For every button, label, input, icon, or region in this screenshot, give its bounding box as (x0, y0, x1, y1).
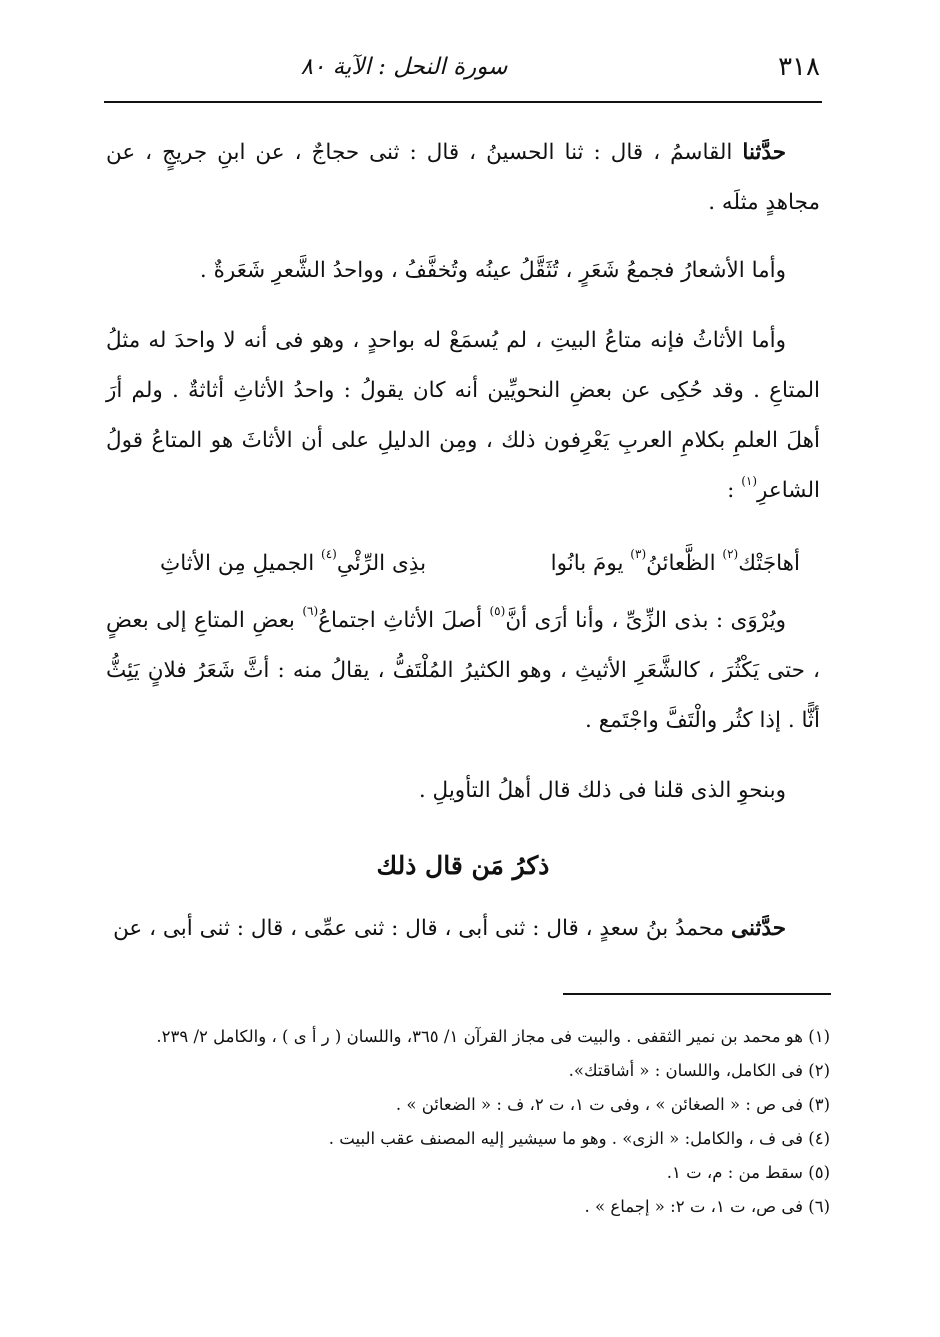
verse-word: بذِى الرِّئْىِ (336, 551, 427, 576)
footnote-ref-2: (٢) (722, 547, 739, 561)
page-number: ٣١٨ (778, 52, 820, 82)
footnote-2: (٢) فى الكامل، واللسان : « أشاقتك». (568, 1061, 830, 1080)
footnote-4: (٤) فى ف ، والكامل: « الزى» . وهو ما سيشير إليه المصنف عقب البيت . (328, 1129, 830, 1148)
paragraph-3-text: وأما الأثاثُ فإنه متاعُ البيتِ ، لم يُسمَعْ له بواحدٍ ، وهو فى أنه لا واحدَ له مثلُ المتاعِ . وقد حُكِى عن بعضِ النحويِّين أنه كان يقولُ : واحدُ الأثاثِ أثاثةٌ . ولم أرَ أهلَ العلمِ بكلامِ العربِ يَعْرِفون ذلك ، ومِن الدليلِ على أن الأثاثَ هو المتاعُ قولُ الشاعرِ (106, 328, 820, 503)
footnote-ref-4: (٤) (321, 547, 337, 561)
verse-word: الجميلِ مِن الأثاثِ (160, 551, 321, 576)
paragraph-6-text: محمدُ بنُ سعدٍ ، قال : ثنى أبى ، قال : ثنى عمِّى ، قال : ثنى أبى ، عن (113, 916, 732, 941)
footnote-ref-3: (٣) (630, 547, 647, 561)
paragraph-6 (106, 904, 820, 954)
verse-word: يومَ بانُوا (550, 551, 631, 576)
footnote-3: (٣) فى ص : « الصغائن » ، وفى ت ١، ت ٢، ف : « الضعائن » . (395, 1095, 830, 1114)
footnote-ref-6: (٦) (302, 604, 319, 618)
paragraph-4-text-c: بعضِ المتاعِ إلى بعضٍ ، حتى يَكْثُرَ ، كالشَّعَرِ الأثيثِ ، وهو الكثيرُ المُلْتَفُّ ، يقالُ منه : أثَّ شَعَرُ فلانٍ يَئِثُّ أثًّا . إذا كثُر والْتَفَّ واجْتَمع . (106, 608, 820, 733)
header-rule (104, 101, 822, 103)
paragraph-3 (106, 316, 820, 516)
paragraph-2 (106, 246, 820, 296)
footnote-1: (١) هو محمد بن نمير الثقفى . والبيت فى مجاز القرآن ١/ ٣٦٥، واللسان ( ر أ ى ) ، والكامل ٢/ ٢٣٩. (156, 1027, 830, 1046)
paragraph-1-text: القاسمُ ، قال : ثنا الحسينُ ، قال : ثنى حجاجٌ ، عن ابنِ جريجٍ ، عن مجاهدٍ مثلَه . (106, 140, 820, 215)
paragraph-2-text: وأما الأشعارُ فجمعُ شَعَرٍ ، تُثَقَّلُ عينُه وتُخفَّفُ ، وواحدُ الشَّعرِ شَعَرةٌ . (199, 258, 786, 283)
paragraph-5 (106, 766, 820, 816)
paragraph-4 (106, 596, 820, 746)
footnotes (106, 1020, 830, 1224)
isnad-lead: حدَّثنى (731, 916, 786, 941)
paragraph-4-text-a: ويُرْوَى : بذى الزِّىِّ ، وأنا أرَى أنَّ (505, 608, 786, 633)
verse-first-hemistich (551, 540, 800, 588)
section-heading: ذكرُ مَن قال ذلك (376, 851, 550, 880)
paragraph-1 (106, 128, 820, 228)
poetry-verse (140, 540, 800, 588)
paragraph-5-text: وبنحوِ الذى قلنا فى ذلك قال أهلُ التأويلِ . (418, 778, 786, 803)
running-title: سورة النحل : الآية ٨٠ (300, 54, 508, 80)
verse-word: أهاجَتْك (738, 551, 800, 576)
footnote-ref-5: (٥) (489, 604, 506, 618)
verse-word: الظَّعائنُ (646, 551, 723, 576)
page-header (108, 52, 820, 94)
footnote-5: (٥) سقط من : م، ت ١. (666, 1163, 830, 1182)
footnote-separator (563, 993, 831, 995)
paragraph-4-text-b: أصلَ الأثاثِ اجتماعُ (318, 608, 490, 633)
footnote-ref-1: (١) (741, 474, 758, 488)
paragraph-3-tail: : (727, 478, 742, 503)
verse-second-hemistich (160, 540, 426, 588)
footnote-6: (٦) فى ص، ت ١، ت ٢: « إجماع » . (584, 1197, 830, 1216)
isnad-lead: حدَّثنا (742, 140, 786, 165)
